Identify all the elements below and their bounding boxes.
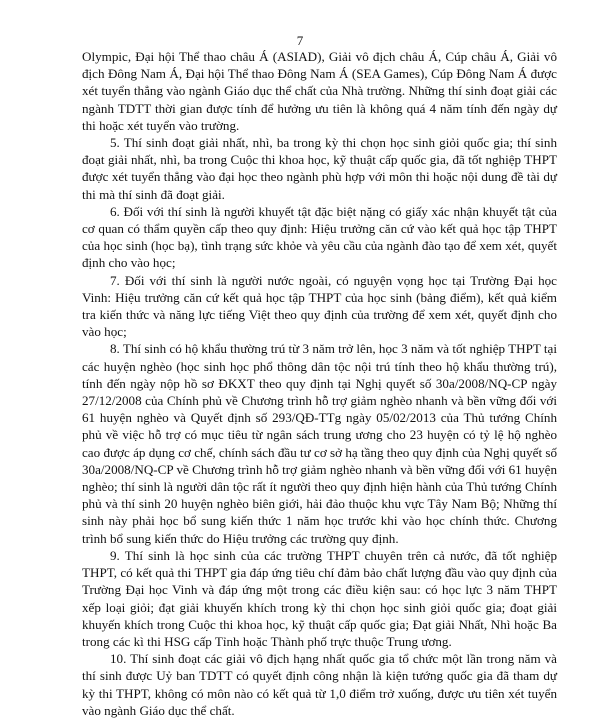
page-number: 7 bbox=[296, 33, 304, 48]
paragraph-item-5: 5. Thí sinh đoạt giải nhất, nhì, ba trong kỳ thi chọn học sinh giỏi quốc gia; thí sinh đoạt giải nhất, nhì, ba trong Cuộc thi khoa học, kỹ thuật cấp quốc gia, đã tốt nghiệp THPT được xét tuyển thẳng vào đại học theo ngành phù hợp với môn thi hoặc nội dung đề tài dự thi mà thí sinh đã đoạt giải. bbox=[82, 135, 557, 202]
paragraph-item-9: 9. Thí sinh là học sinh của các trường THPT chuyên trên cả nước, đã tốt nghiệp THPT, có kết quả thi THPT gia đáp ứng tiêu chí đảm bảo chất lượng đầu vào quy định của Trường Đại học Vinh và đáp ứng một trong các điều kiện sau: có học lực 3 năm THPT xếp loại giỏi; đạt giải khuyến khích trong kỳ thi chọn học sinh giỏi quốc gia; đoạt giải khuyến khích trong Cuộc thi khoa học, kỹ thuật cấp quốc gia; Đạt giải Nhất, Nhì hoặc Ba trong các kì thi HSG cấp Tỉnh hoặc Thành phố trực thuộc Trung ương. bbox=[82, 547, 557, 649]
paragraph-item-8: 8. Thí sinh có hộ khẩu thường trú từ 3 năm trở lên, học 3 năm và tốt nghiệp THPT tại các huyện nghèo (học sinh học phổ thông dân tộc nội trú tính theo hộ khẩu thường trú), tính đến ngày nộp hồ sơ ĐKXT theo quy định tại Nghị quyết số 30a/2008/NQ-CP ngày 27/12/2008 của Chính phủ về Chương trình hỗ trợ giảm nghèo nhanh và bền vững đối với 61 huyện nghèo và Quyết định số 293/QĐ-TTg ngày 05/02/2013 của Thủ tướng Chính phủ về việc hỗ trợ có mục tiêu từ ngân sách trung ương cho 23 huyện có tỷ lệ hộ nghèo cao được áp dụng cơ chế, chính sách đầu tư cơ sở hạ tầng theo quy định của Nghị quyết số 30a/2008/NQ-CP về Chương trình hỗ trợ giảm nghèo nhanh và bền vững đối với 61 huyện nghèo; thí sinh là người dân tộc rất ít người theo quy định hiện hành của Thủ tướng Chính phủ và thí sinh 20 huyện nghèo biên giới, hải đảo thuộc khu vực Tây Nam Bộ; Những thí sinh này phải học bổ sung kiến thức 1 năm học trước khi vào học chính thức. Chương trình bổ sung kiến thức do Hiệu trưởng các trường quy định. bbox=[82, 341, 557, 546]
paragraph-item-7: 7. Đối với thí sinh là người nước ngoài, có nguyện vọng học tại Trường Đại học Vinh: Hiệu trưởng căn cứ kết quả học tập THPT của học sinh (bảng điểm), kết quả kiểm tra kiến thức và năng lực tiếng Việt theo quy định của trường để xem xét, quyết định cho vào học; bbox=[82, 272, 557, 340]
page-body bbox=[82, 48, 557, 719]
paragraph-item-10: 10. Thí sinh đoạt các giải vô địch hạng nhất quốc gia tổ chức một lần trong năm và thí sinh được Uỷ ban TDTT có quyết định công nhận là kiện tướng quốc gia đã tham dự kỳ thi THPT, không có môn nào có kết quả từ 1,0 điểm trở xuống, được ưu tiên xét tuyển vào ngành Giáo dục thể chất. bbox=[82, 651, 557, 718]
paragraph-item-6: 6. Đối với thí sinh là người khuyết tật đặc biệt nặng có giấy xác nhận khuyết tật của cơ quan có thẩm quyền cấp theo quy định: Hiệu trưởng căn cứ vào kết quả học tập THPT của học sinh (học bạ), tình trạng sức khỏe và yêu cầu của ngành đào tạo để xem xét, quyết định cho vào học; bbox=[82, 203, 557, 271]
paragraph-continuation: Olympic, Đại hội Thể thao châu Á (ASIAD), Giải vô địch châu Á, Cúp châu Á, Giải vô địch Đông Nam Á, Đại hội Thể thao Đông Nam Á (SEA Games), Cúp Đông Nam Á được xét tuyển thẳng vào ngành Giáo dục thể chất của Nhà trường. Những thí sinh đoạt giải các ngành TDTT thời gian được tính để hưởng ưu tiên là không quá 4 năm tính đến ngày dự thi hoặc xét tuyển vào trường. bbox=[82, 49, 557, 133]
